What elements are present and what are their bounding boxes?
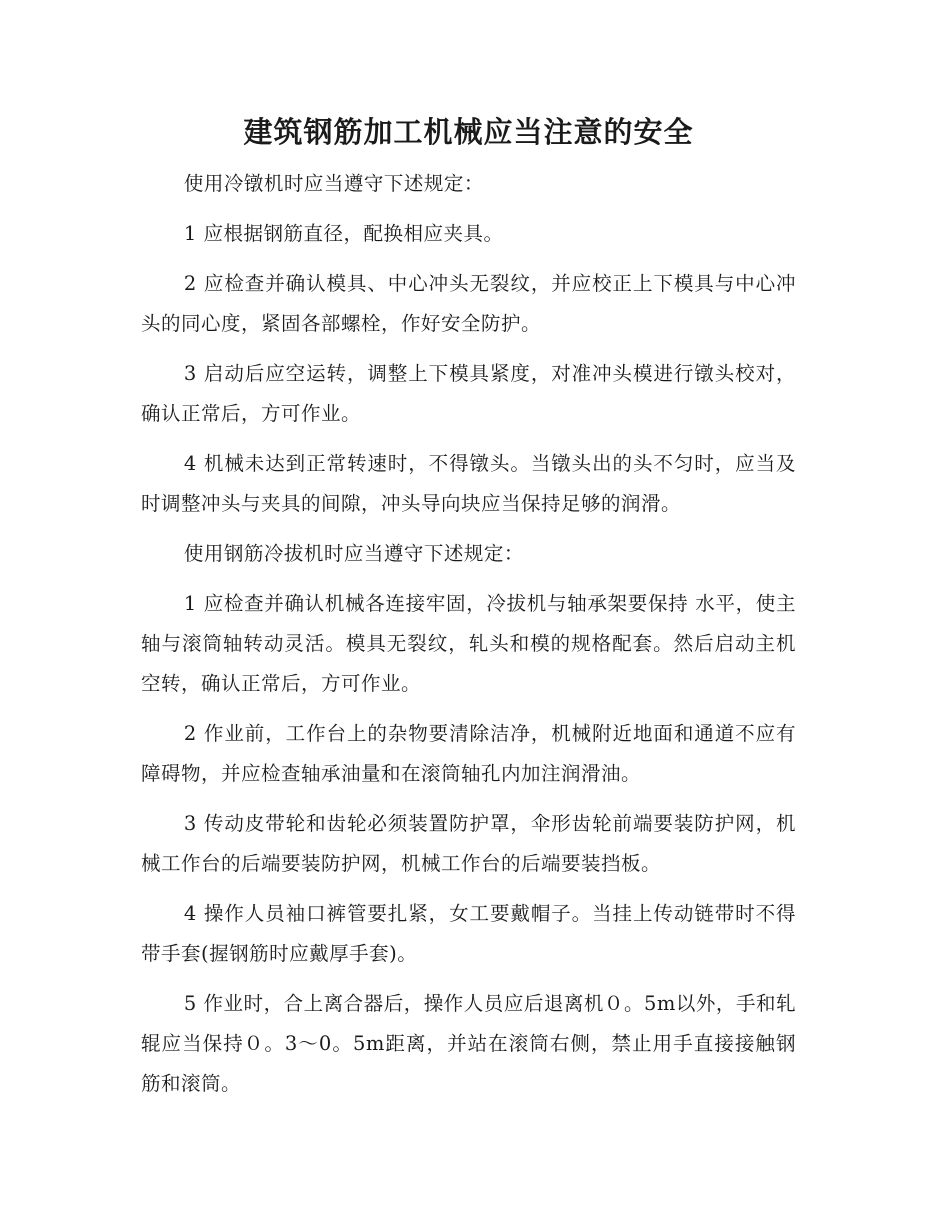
paragraph-cold-heading-rule-4: 4 机械未达到正常转速时，不得镦头。当镦头出的头不匀时，应当及时调整冲头与夹具的间隙，冲头导向块应当保持足够的润滑。 bbox=[141, 452, 796, 515]
paragraph-cold-heading-rule-2: 2 应检查并确认模具、中心冲头无裂纹，并应校正上下模具与中心冲头的同心度，紧固各部螺栓，作好安全防护。 bbox=[141, 272, 796, 335]
paragraph-cold-heading-rule-3: 3 启动后应空运转，调整上下模具紧度，对准冲头模进行镦头校对，确认正常后，方可作业。 bbox=[141, 362, 796, 425]
paragraph-cold-heading-intro: 使用冷镦机时应当遵守下述规定： bbox=[183, 172, 484, 195]
paragraph-cold-drawing-rule-2: 2 作业前，工作台上的杂物要清除洁净，机械附近地面和通道不应有障碍物，并应检查轴承油量和在滚筒轴孔内加注润滑油。 bbox=[141, 722, 796, 785]
paragraph-cold-drawing-rule-5: 5 作业时，合上离合器后，操作人员应后退离机０。5m以外，手和轧辊应当保持０。3～0。5m距离，并站在滚筒右侧，禁止用手直接接触钢筋和滚筒。 bbox=[141, 992, 796, 1095]
document-page bbox=[141, 112, 796, 1114]
paragraph-cold-drawing-intro: 使用钢筋冷拔机时应当遵守下述规定： bbox=[183, 542, 524, 565]
document-title: 建筑钢筋加工机械应当注意的安全 bbox=[243, 115, 694, 149]
paragraph-cold-drawing-rule-3: 3 传动皮带轮和齿轮必须装置防护罩，伞形齿轮前端要装防护网，机械工作台的后端要装防护网，机械工作台的后端要装挡板。 bbox=[141, 812, 796, 875]
paragraph-cold-drawing-rule-4: 4 操作人员袖口裤管要扎紧，女工要戴帽子。当挂上传动链带时不得带手套(握钢筋时应戴厚手套)。 bbox=[141, 902, 796, 965]
paragraph-cold-drawing-rule-1: 1 应检查并确认机械各连接牢固，冷拔机与轴承架要保持 水平，使主轴与滚筒轴转动灵活。模具无裂纹，轧头和模的规格配套。然后启动主机空转，确认正常后，方可作业。 bbox=[141, 592, 796, 695]
paragraph-cold-heading-rule-1: 1 应根据钢筋直径，配换相应夹具。 bbox=[183, 222, 504, 245]
